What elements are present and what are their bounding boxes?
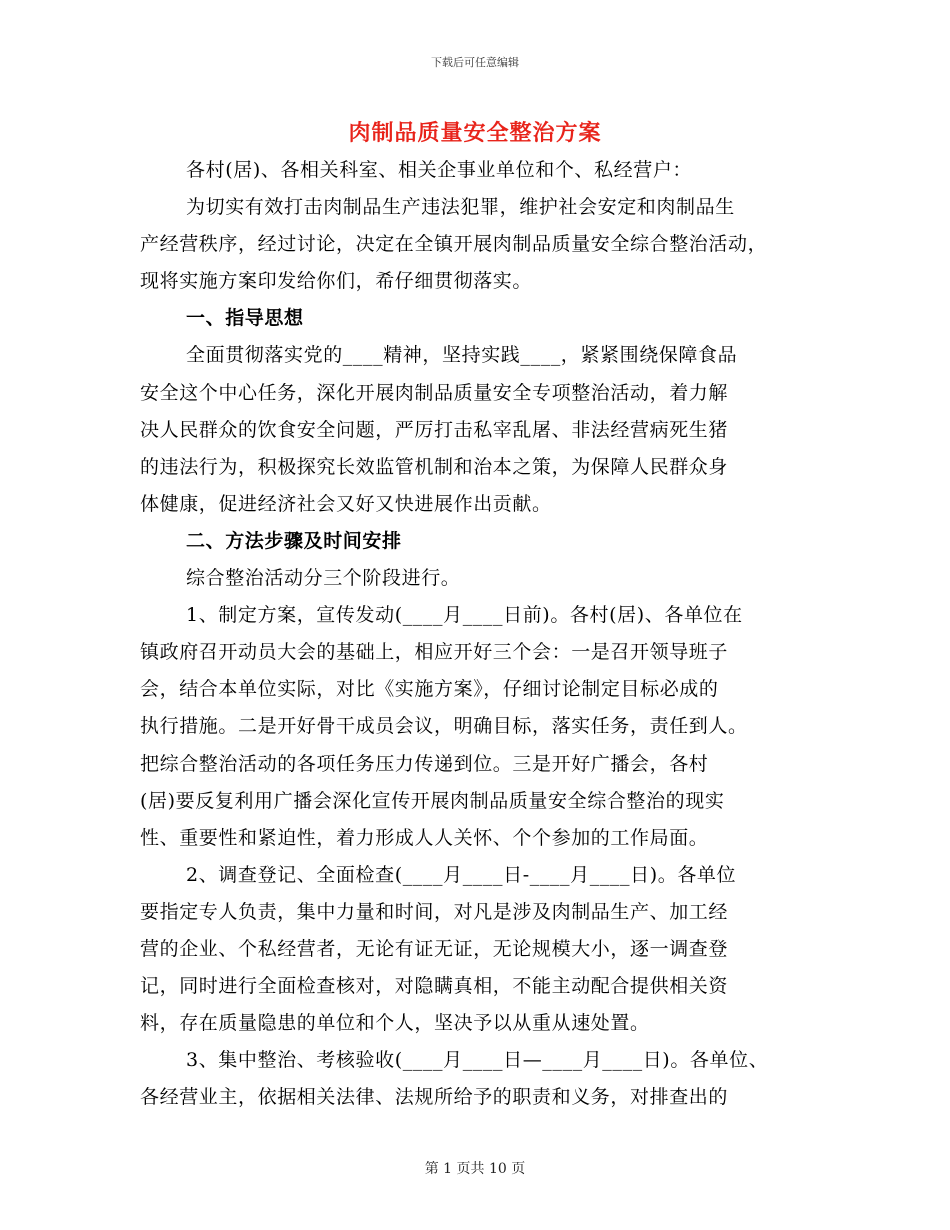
header-note: 下载后可任意编辑 <box>431 56 519 69</box>
section-heading: 二、方法步骤及时间安排 <box>186 529 402 552</box>
section-heading: 一、指导思想 <box>186 307 304 330</box>
paragraph-line: 3、集中整治、考核验收(____月____日—____月____日)。各单位、 <box>186 1049 769 1072</box>
paragraph-line: 为切实有效打击肉制品生产违法犯罪，维护社会安定和肉制品生 <box>186 196 735 219</box>
paragraph-line: 营的企业、个私经营者，无论有证无证，无论规模大小，逐一调查登 <box>140 937 729 960</box>
paragraph-line: 全面贯彻落实党的____精神，坚持实践____，紧紧围绕保障食品 <box>186 344 738 367</box>
paragraph-line: 执行措施。二是开好骨干成员会议，明确目标，落实任务，责任到人。 <box>140 715 748 738</box>
paragraph-line: 各经营业主，依据相关法律、法规所给予的职责和义务，对排查出的 <box>140 1086 729 1109</box>
page-footer: 第 1 页共 10 页 <box>424 1161 526 1177</box>
paragraph-line: 安全这个中心任务，深化开展肉制品质量安全专项整治活动，着力解 <box>140 381 729 404</box>
paragraph-line: 2、调查登记、全面检查(____月____日-____月____日)。各单位 <box>186 863 737 886</box>
paragraph-line: 体健康，促进经济社会又好又快进展作出贡献。 <box>140 492 552 515</box>
paragraph-line: 各村(居)、各相关科室、相关企事业单位和个、私经营户： <box>186 159 693 181</box>
document-body <box>140 152 830 1116</box>
paragraph-line: 综合整治活动分三个阶段进行。 <box>186 567 461 590</box>
paragraph-line: 要指定专人负责，集中力量和时间，对凡是涉及肉制品生产、加工经 <box>140 900 729 923</box>
paragraph-line: 现将实施方案印发给你们，希仔细贯彻落实。 <box>140 270 533 293</box>
paragraph-line: 镇政府召开动员大会的基础上，相应开好三个会：一是召开领导班子 <box>140 641 729 664</box>
paragraph-line: 性、重要性和紧迫性，着力形成人人关怀、个个参加的工作局面。 <box>140 826 709 849</box>
paragraph-line: 记，同时进行全面检查核对，对隐瞒真相，不能主动配合提供相关资 <box>140 975 729 998</box>
paragraph-line: 决人民群众的饮食安全问题，严厉打击私宰乱屠、非法经营病死生猪 <box>140 418 729 441</box>
paragraph-line: (居)要反复利用广播会深化宣传开展肉制品质量安全综合整治的现实 <box>140 789 725 812</box>
paragraph-line: 料，存在质量隐患的单位和个人，坚决予以从重从速处置。 <box>140 1012 650 1035</box>
paragraph-line: 把综合整治活动的各项任务压力传递到位。三是开好广播会，各村 <box>140 752 709 775</box>
document-title: 肉制品质量安全整治方案 <box>348 120 602 146</box>
paragraph-line: 产经营秩序，经过讨论，决定在全镇开展肉制品质量安全综合整治活动， <box>140 233 768 256</box>
paragraph-line: 会，结合本单位实际，对比《实施方案》，仔细讨论制定目标必成的 <box>140 678 719 701</box>
paragraph-line: 1、制定方案，宣传发动(____月____日前)。各村(居)、各单位在 <box>186 604 743 627</box>
paragraph-line: 的违法行为，积极探究长效监管机制和治本之策，为保障人民群众身 <box>140 455 729 478</box>
